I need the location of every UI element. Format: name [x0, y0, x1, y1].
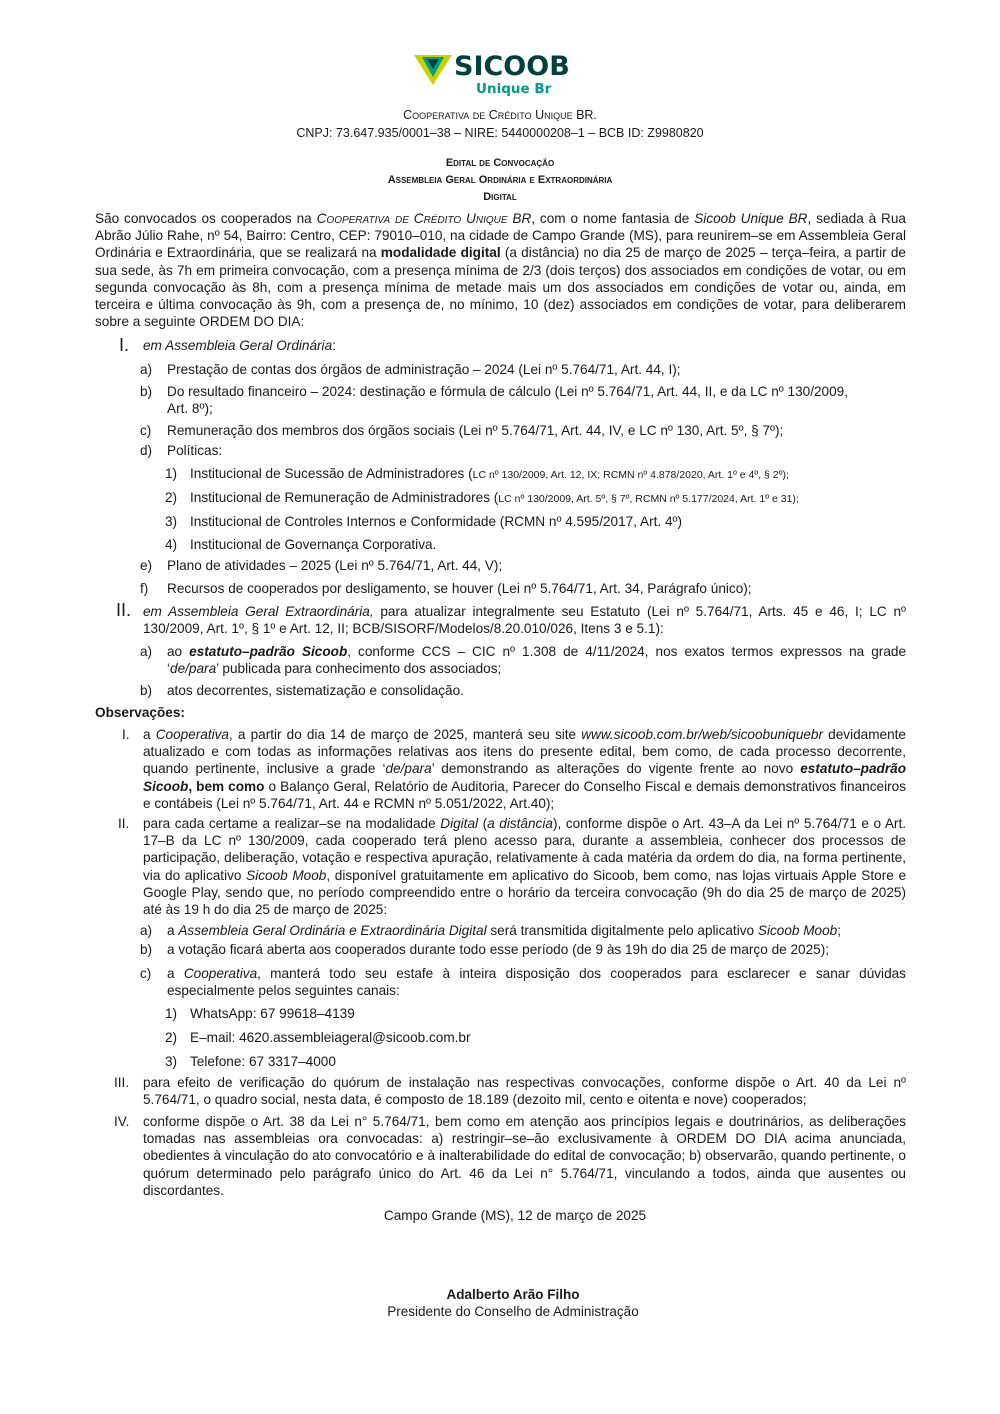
- cooperative-name: Cooperativa de Crédito Unique BR.: [403, 108, 597, 122]
- agenda-I-a: Prestação de contas dos órgãos de administração – 2024 (Lei nº 5.764/71, Art. 44, I);: [167, 362, 681, 377]
- policy-1: Institucional de Sucessão de Administradores (LC nº 130/2009, Art. 12, IX; RCMN nº 4.878/2020, Art. 1º e 4º, § 2º);: [190, 466, 789, 481]
- agenda-II-b: atos decorrentes, sistematização e consolidação.: [167, 683, 464, 698]
- obs-III: para efeito de verificação do quórum de instalação nas respectivas convocações, conforme dispõe o Art. 40 da Lei nº 5.764/71, o quadro social, nesta data, é composto de 18.189 (dezoito mil, cento e oitenta e nove) cooperados;: [143, 1075, 906, 1108]
- obs-II-marker-a: a): [140, 923, 153, 938]
- obs-marker-II: II.: [118, 816, 130, 831]
- doc-title-2: Assembleia Geral Ordinária e Extraordinária: [387, 174, 613, 186]
- signatory-name: Adalberto Arão Filho: [446, 1287, 580, 1302]
- policy-2: Institucional de Remuneração de Administradores (LC nº 130/2009, Art. 5º, § 7º, RCMN nº 5.177/2024, Art. 1º e 31);: [190, 490, 799, 505]
- marker-2: 2): [165, 490, 178, 505]
- cooperative-ids: CNPJ: 73.647.935/0001–38 – NIRE: 5440000208–1 – BCB ID: Z9980820: [296, 126, 704, 140]
- channel-marker-3: 3): [165, 1054, 178, 1069]
- sicoob-logo-mark-icon: [414, 55, 454, 89]
- channel-marker-1: 1): [165, 1006, 178, 1021]
- obs-II-marker-c: c): [140, 966, 152, 981]
- obs-marker-III: III.: [114, 1075, 130, 1090]
- channel-whatsapp: WhatsApp: 67 99618–4139: [190, 1006, 355, 1021]
- intro-paragraph: São convocados os cooperados na Cooperativa de Crédito Unique BR, com o nome fantasia de Sicoob Unique BR, sediada à Rua Abrão Júlio Rahe, nº 54, Bairro: Centro, CEP: 79010–010, na cidade de Campo Grande (MS), para reunirem–se em Assembleia Geral Ordinária e Extraordinária, que se realizará na modalidade digital (a distância) no dia 25 de março de 2025 – terça–feira, a partir de sua sede, às 7h em primeira convocação, com a presença mínima de 2/3 (dois terços) dos associados em condições de votar, ou em segunda convocação às 8h, com a presença mínima de metade mais um dos associados em condições de votar ou, ainda, em terceira e última convocação às 9h, com a presença de, no mínimo, 10 (dez) associados em condições de votar, para deliberarem sobre a seguinte ORDEM DO DIA:: [95, 211, 906, 330]
- signatory-role: Presidente do Conselho de Administração: [387, 1304, 639, 1319]
- marker-b: b): [140, 384, 153, 399]
- agenda-II-a: ao estatuto–padrão Sicoob, conforme CCS – CIC nº 1.308 de 4/11/2024, nos exatos termos expressos na grade ‘de/para’ publicada para conhecimento dos associados;: [167, 644, 906, 677]
- channel-email: E–mail: 4620.assembleiageral@sicoob.com.br: [190, 1030, 471, 1045]
- obs-marker-IV: IV.: [114, 1114, 130, 1129]
- agenda-I-e: Plano de atividades – 2025 (Lei nº 5.764/71, Art. 44, V);: [167, 558, 503, 573]
- agenda-I-b-1: Do resultado financeiro – 2024: destinação e fórmula de cálculo (Lei nº 5.764/71, Art. 44, II, e da LC nº 130/2009,: [167, 384, 848, 399]
- observations-heading: Observações:: [95, 705, 185, 720]
- agenda-marker-I: I.: [119, 335, 130, 355]
- marker-c: c): [140, 423, 152, 438]
- agenda-I-c: Remuneração dos membros dos órgãos sociais (Lei nº 5.764/71, Art. 44, IV, e LC nº 130, Art. 5º, § 7º);: [167, 423, 784, 438]
- marker-IIb: b): [140, 683, 153, 698]
- agenda-I-f: Recursos de cooperados por desligamento, se houver (Lei nº 5.764/71, Art. 34, Parágrafo único);: [167, 581, 752, 596]
- place-date: Campo Grande (MS), 12 de março de 2025: [383, 1208, 647, 1223]
- doc-title-3: Digital: [483, 191, 517, 203]
- obs-II-marker-b: b): [140, 942, 153, 957]
- sicoob-logo: [414, 51, 570, 103]
- agenda-I-heading: em Assembleia Geral Ordinária:: [143, 338, 336, 353]
- obs-I: a Cooperativa, a partir do dia 14 de março de 2025, manterá seu site www.sicoob.com.br/web/sicoobuniquebr devidamente atualizado e com todas as informações relativas aos itens do presente edital, bem como, de cada processo decorrente, quando pertinente, inclusive a grade ‘de/para’ demonstrando as alterações do vigente frente ao novo estatuto–padrão Sicoob, bem como o Balanço Geral, Relatório de Auditoria, Parecer do Conselho Fiscal e demais demonstrativos financeiros e contábeis (Lei nº 5.764/71, Art. 44 e RCMN nº 5.051/2022, Art.40);: [143, 727, 906, 811]
- obs-II-a: a Assembleia Geral Ordinária e Extraordinária Digital será transmitida digitalmente pelo aplicativo Sicoob Moob;: [167, 923, 842, 938]
- agenda-I-d: Políticas:: [167, 443, 223, 458]
- marker-IIa: a): [140, 644, 153, 659]
- marker-4: 4): [165, 537, 178, 552]
- obs-IV: conforme dispõe o Art. 38 da Lei n° 5.764/71, bem como em atenção aos princípios legais e doutrinários, as deliberações tomadas nas assembleias ora convocadas: a) restringir–se–ão exclusivamente à ORDEM DO DIA acima anunciada, obedientes à vinculação do ato convocatório e à inalterabilidade do edital de convocação; b) observarão, quando pertinente, o quórum determinado pelo parágrafo único do Art. 46 da Lei n° 5.764/71, vinculando a todos, ainda que ausentes ou discordantes.: [143, 1114, 906, 1198]
- agenda-II-text: em Assembleia Geral Extraordinária, para atualizar integralmente seu Estatuto (Lei nº 5.764/71, Arts. 45 e 46, I; LC nº 130/2009, Art. 1º, § 1º e Art. 12, II; BCB/SISORF/Modelos/8.20.010/026, Itens 3 e 5.1):: [143, 604, 906, 637]
- logo-name: SICOOB: [454, 51, 570, 82]
- obs-marker-I: I.: [122, 727, 130, 742]
- marker-a: a): [140, 362, 153, 377]
- agenda-I-b-2: Art. 8º);: [167, 401, 213, 416]
- policy-3: Institucional de Controles Internos e Conformidade (RCMN nº 4.595/2017, Art. 4º): [190, 514, 683, 529]
- channel-marker-2: 2): [165, 1030, 178, 1045]
- marker-3: 3): [165, 514, 178, 529]
- marker-e: e): [140, 558, 153, 573]
- marker-d: d): [140, 443, 153, 458]
- agenda-marker-II: II.: [116, 600, 132, 620]
- doc-title-1: Edital de Convocação: [445, 157, 555, 169]
- cooperative-name-inline: Cooperativa de Crédito Unique BR: [316, 211, 532, 226]
- marker-1: 1): [165, 466, 178, 481]
- policy-4: Institucional de Governança Corporativa.: [190, 537, 437, 552]
- channel-phone: Telefone: 67 3317–4000: [190, 1054, 336, 1069]
- obs-II: para cada certame a realizar–se na modalidade Digital (a distância), conforme dispõe o Art. 43–A da Lei nº 5.764/71 e o Art. 17–B da LC nº 130/2009, cada cooperado terá pleno acesso para, durante a assembleia, conhecer dos processos de participação, deliberação, votação e respectiva apuração, relativamente à cada matéria da ordem do dia, na forma pertinente, via do aplicativo Sicoob Moob, disponível gratuitamente em aplicativo do Sicoob, bem como, nas lojas virtuais Apple Store e Google Play, sendo que, no período compreendido entre o horário da terceira convocação (9h do dia 25 de março de 2025) até às 19 h do dia 25 de março de 2025:: [143, 816, 906, 918]
- obs-II-b: a votação ficará aberta aos cooperados durante todo esse período (de 9 às 19h do dia 25 de março de 2025);: [167, 942, 830, 957]
- logo-subtitle: Unique Br: [476, 81, 552, 97]
- obs-II-c: a Cooperativa, manterá todo seu estafe à inteira disposição dos cooperados para esclarecer e sanar dúvidas especialmente pelos seguintes canais:: [167, 966, 906, 999]
- marker-f: f): [140, 581, 149, 596]
